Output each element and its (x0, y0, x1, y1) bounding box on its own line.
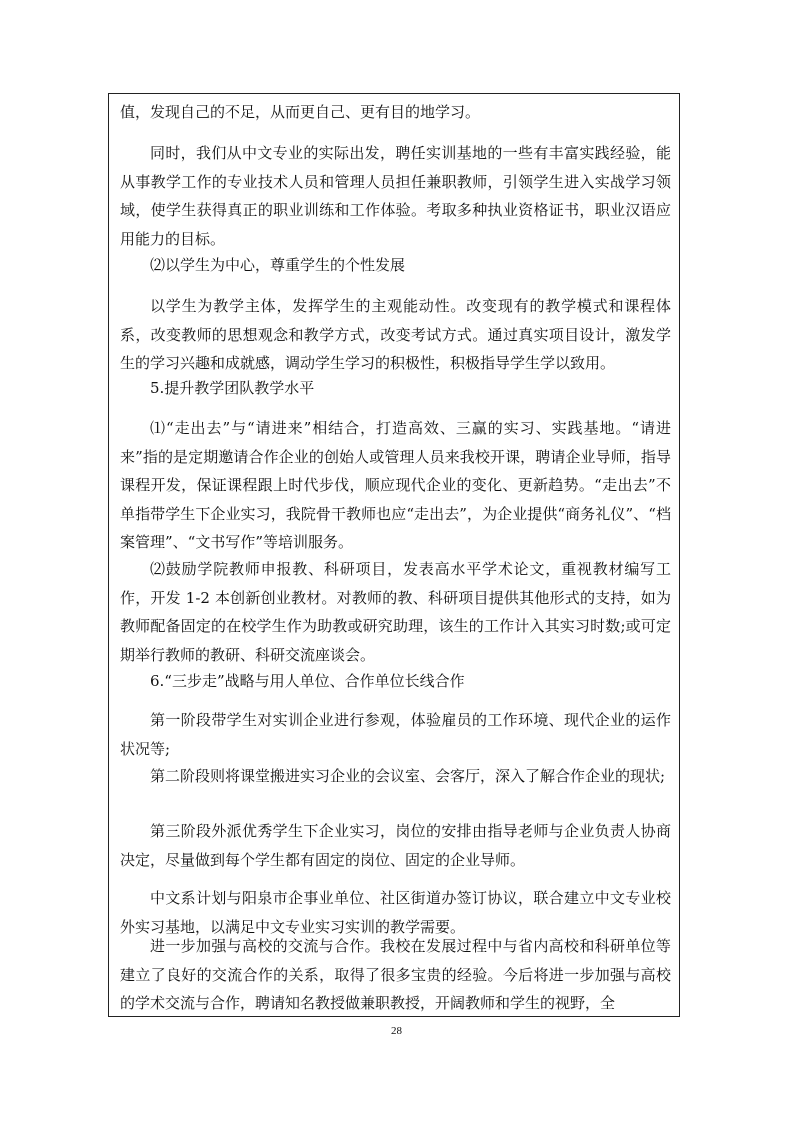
paragraph: ⑴“走出去”与“请进来”相结合，打造高效、三赢的实习、实践基地。“请进来”指的是定期邀请合作企业的创始人或管理人员来我校开课，聘请企业导师，指导课程开发，保证课程跟上时代步伐，顺应现代企业的变化、更新趋势。“走出去”不单指带学生下企业实习，我院骨干教师也应“走出去”，为企业提供“商务礼仪”、“档案管理”、“文书写作”等培训服务。 (120, 419, 671, 551)
paragraph: 第一阶段带学生对实训企业进行参观，体验雇员的工作环境、现代企业的运作状况等; (120, 711, 671, 758)
paragraph: 以学生为教学主体，发挥学生的主观能动性。改变现有的教学模式和课程体系，改变教师的思想观念和教学方式，改变考试方式。通过真实项目设计，激发学生的学习兴趣和成就感，调动学生学习的积极性，积极指导学生学以致用。 (120, 297, 671, 372)
page-number: 28 (391, 1025, 402, 1037)
content-frame (108, 93, 680, 1017)
paragraph: 第二阶段则将课堂搬进实习企业的会议室、会客厅，深入了解合作企业的现状; (150, 767, 666, 785)
paragraph: 进一步加强与高校的交流与合作。我校在发展过程中与省内高校和科研单位等建立了良好的交流合作的关系，取得了很多宝贵的经验。今后将进一步加强与高校的学术交流与合作，聘请知名教授做兼职教授，开阔教师和学生的视野，全 (120, 937, 671, 1012)
subheading: ⑵以学生为中心，尊重学生的个性发展 (150, 256, 406, 274)
paragraph: 值，发现自己的不足，从而更自己、更有目的地学习。 (120, 103, 481, 121)
section-heading: 6.“三步走”战略与用人单位、合作单位长线合作 (150, 672, 465, 690)
paragraph: 第三阶段外派优秀学生下企业实习，岗位的安排由指导老师与企业负责人协商决定，尽量做到每个学生都有固定的岗位、固定的企业导师。 (120, 822, 671, 869)
section-heading: 5.提升教学团队教学水平 (150, 379, 315, 397)
paragraph: 同时，我们从中文专业的实际出发，聘任实训基地的一些有丰富实践经验，能从事教学工作的专业技术人员和管理人员担任兼职教师，引领学生进入实战学习领域，使学生获得真正的职业训练和工作体验。考取多种执业资格证书，职业汉语应用能力的目标。 (120, 144, 671, 248)
paragraph: 中文系计划与阳泉市企事业单位、社区街道办签订协议，联合建立中文专业校外实习基地，以满足中文专业实习实训的教学需要。 (120, 889, 671, 936)
paragraph: ⑵鼓励学院教师申报教、科研项目，发表高水平学术论文，重视教材编写工作，开发 1-2 本创新创业教材。对教师的教、科研项目提供其他形式的支持，如为教师配备固定的在校学生作为助教或研究助理，该生的工作计入其实习时数;或可定期举行教师的教研、科研交流座谈会。 (120, 560, 671, 664)
